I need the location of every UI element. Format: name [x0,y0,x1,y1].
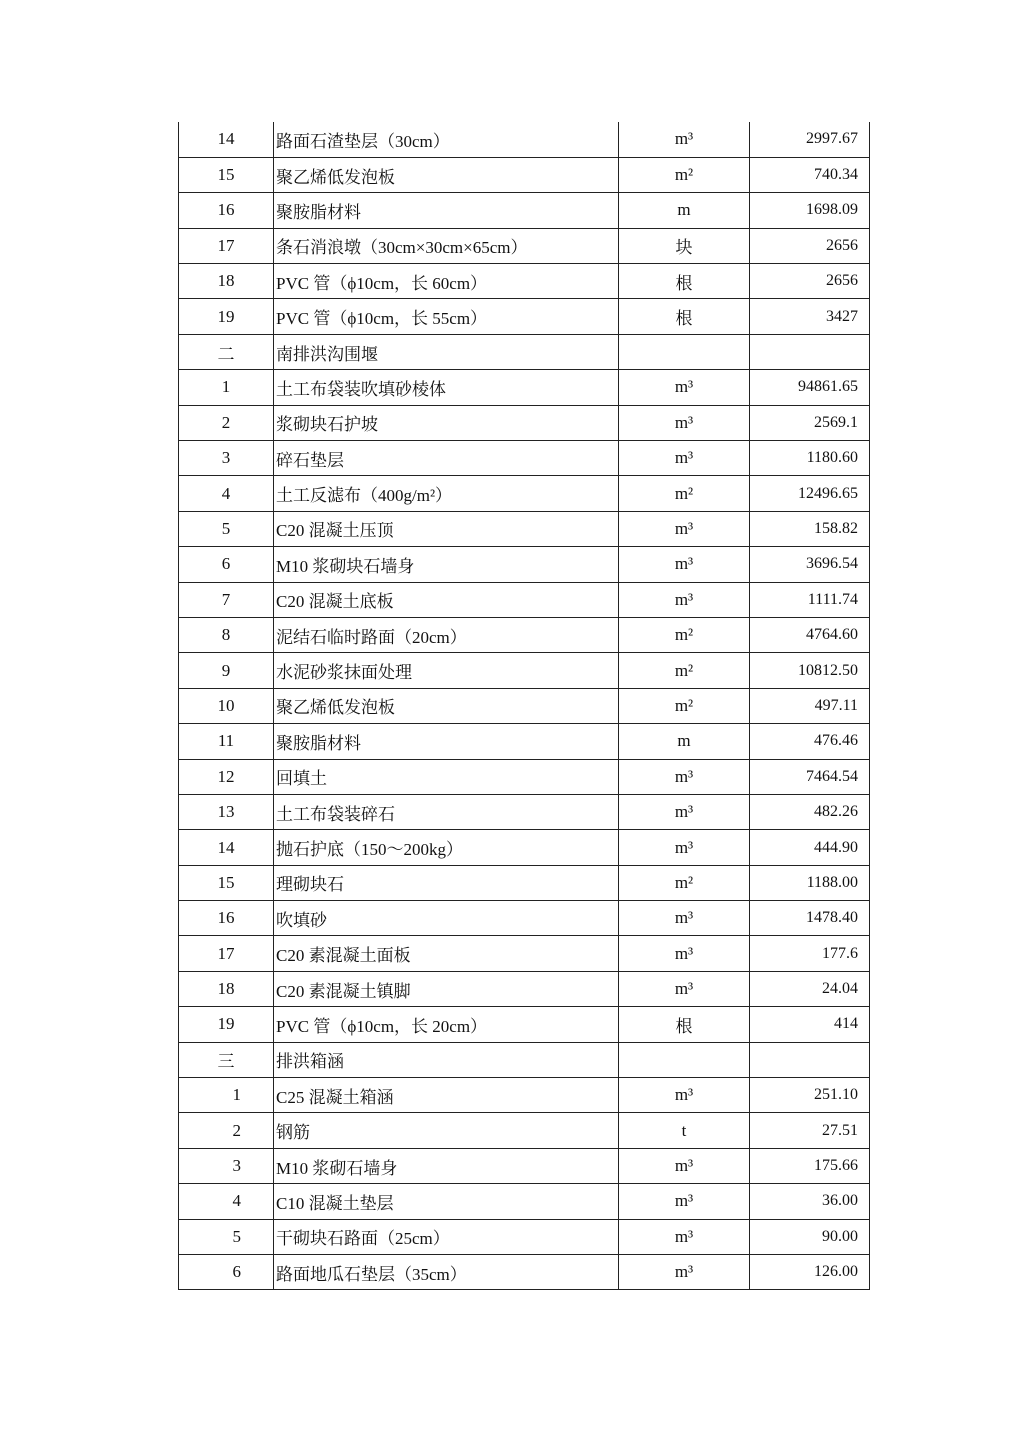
quantity-cell: 27.51 [750,1113,870,1148]
unit-cell: m² [619,688,750,723]
row-number-cell: 7 [179,582,274,617]
table-row [179,1148,870,1183]
quantity-cell: 7464.54 [750,759,870,794]
table-row [179,334,870,369]
quantity-cell: 175.66 [750,1148,870,1183]
item-name-cell: C20 素混凝土镇脚 [274,971,619,1006]
row-number-cell: 1 [179,370,274,405]
unit-cell: m³ [619,511,750,546]
table-row [179,901,870,936]
item-name-cell: 水泥砂浆抹面处理 [274,653,619,688]
table-row [179,1007,870,1042]
row-number-cell: 17 [179,936,274,971]
table-row [179,794,870,829]
row-number-cell: 9 [179,653,274,688]
item-name-cell: 南排洪沟围堰 [274,334,619,369]
quantity-cell: 1478.40 [750,901,870,936]
unit-cell: m³ [619,1255,750,1290]
table-row [179,122,870,157]
row-number-cell: 二 [179,334,274,369]
unit-cell: m² [619,865,750,900]
unit-cell: 根 [619,264,750,299]
row-number-cell: 19 [179,1007,274,1042]
row-number-cell: 3 [179,441,274,476]
unit-cell: t [619,1113,750,1148]
unit-cell: m³ [619,901,750,936]
quantity-cell: 2656 [750,228,870,263]
row-number-cell: 2 [179,405,274,440]
item-name-cell: 路面地瓜石垫层（35cm） [274,1255,619,1290]
item-name-cell: 回填土 [274,759,619,794]
quantity-cell: 1698.09 [750,193,870,228]
item-name-cell: PVC 管（ϕ10cm，长 55cm） [274,299,619,334]
unit-cell: m³ [619,759,750,794]
table-row [179,157,870,192]
table-row [179,865,870,900]
quantity-cell: 1111.74 [750,582,870,617]
unit-cell: m³ [619,122,750,157]
unit-cell: m³ [619,1219,750,1254]
unit-cell: m³ [619,582,750,617]
quantity-cell: 2569.1 [750,405,870,440]
table-row [179,193,870,228]
item-name-cell: 抛石护底（150～200kg） [274,830,619,865]
quantity-cell: 497.11 [750,688,870,723]
item-name-cell: C10 混凝土垫层 [274,1184,619,1219]
unit-cell: 根 [619,1007,750,1042]
table-row [179,582,870,617]
row-number-cell: 3 [179,1148,274,1183]
quantity-cell: 476.46 [750,724,870,759]
quantity-table-body [179,122,870,1290]
row-number-cell: 6 [179,547,274,582]
quantity-cell: 24.04 [750,971,870,1006]
table-row [179,688,870,723]
table-row [179,971,870,1006]
unit-cell: 块 [619,228,750,263]
row-number-cell: 15 [179,865,274,900]
row-number-cell: 15 [179,157,274,192]
quantity-cell: 3427 [750,299,870,334]
table-row [179,724,870,759]
row-number-cell: 18 [179,264,274,299]
table-row [179,1184,870,1219]
unit-cell: m [619,724,750,759]
unit-cell: m³ [619,1184,750,1219]
quantity-cell: 12496.65 [750,476,870,511]
item-name-cell: 土工布袋装吹填砂棱体 [274,370,619,405]
quantity-cell [750,334,870,369]
row-number-cell: 2 [179,1113,274,1148]
table-row [179,511,870,546]
item-name-cell: 排洪箱涵 [274,1042,619,1077]
quantity-cell: 90.00 [750,1219,870,1254]
table-row [179,264,870,299]
unit-cell: m³ [619,441,750,476]
quantity-cell: 414 [750,1007,870,1042]
item-name-cell: 聚乙烯低发泡板 [274,157,619,192]
table-row [179,547,870,582]
row-number-cell: 4 [179,1184,274,1219]
unit-cell: m² [619,476,750,511]
table-row [179,1255,870,1290]
item-name-cell: M10 浆砌石墙身 [274,1148,619,1183]
item-name-cell: C20 混凝土压顶 [274,511,619,546]
item-name-cell: 吹填砂 [274,901,619,936]
table-row [179,299,870,334]
item-name-cell: 干砌块石路面（25cm） [274,1219,619,1254]
table-row [179,441,870,476]
unit-cell: m³ [619,405,750,440]
table-row [179,830,870,865]
item-name-cell: PVC 管（ϕ10cm，长 60cm） [274,264,619,299]
item-name-cell: 路面石渣垫层（30cm） [274,122,619,157]
unit-cell: m³ [619,547,750,582]
row-number-cell: 11 [179,724,274,759]
table-row [179,405,870,440]
item-name-cell: 聚乙烯低发泡板 [274,688,619,723]
row-number-cell: 6 [179,1255,274,1290]
quantity-cell: 740.34 [750,157,870,192]
quantity-cell: 482.26 [750,794,870,829]
table-row [179,476,870,511]
table-row [179,653,870,688]
quantity-cell: 1188.00 [750,865,870,900]
quantity-table [178,122,870,1290]
item-name-cell: 碎石垫层 [274,441,619,476]
unit-cell [619,334,750,369]
unit-cell: m³ [619,936,750,971]
table-row [179,617,870,652]
row-number-cell: 14 [179,830,274,865]
item-name-cell: C25 混凝土箱涵 [274,1078,619,1113]
row-number-cell: 5 [179,1219,274,1254]
unit-cell: m [619,193,750,228]
row-number-cell: 8 [179,617,274,652]
row-number-cell: 18 [179,971,274,1006]
item-name-cell: 条石消浪墩（30cm×30cm×65cm） [274,228,619,263]
quantity-cell: 444.90 [750,830,870,865]
item-name-cell: 聚胺脂材料 [274,724,619,759]
table-row [179,370,870,405]
table-row [179,1113,870,1148]
item-name-cell: 聚胺脂材料 [274,193,619,228]
item-name-cell: 理砌块石 [274,865,619,900]
item-name-cell: M10 浆砌块石墙身 [274,547,619,582]
item-name-cell: 土工布袋装碎石 [274,794,619,829]
table-row [179,1042,870,1077]
row-number-cell: 5 [179,511,274,546]
row-number-cell: 14 [179,122,274,157]
item-name-cell: 浆砌块石护坡 [274,405,619,440]
row-number-cell: 13 [179,794,274,829]
unit-cell: m³ [619,370,750,405]
unit-cell [619,1042,750,1077]
unit-cell: m³ [619,794,750,829]
quantity-cell: 177.6 [750,936,870,971]
item-name-cell: 钢筋 [274,1113,619,1148]
quantity-cell: 36.00 [750,1184,870,1219]
item-name-cell: 泥结石临时路面（20cm） [274,617,619,652]
quantity-cell: 2997.67 [750,122,870,157]
unit-cell: 根 [619,299,750,334]
row-number-cell: 16 [179,193,274,228]
unit-cell: m² [619,617,750,652]
row-number-cell: 17 [179,228,274,263]
item-name-cell: C20 素混凝土面板 [274,936,619,971]
unit-cell: m² [619,653,750,688]
unit-cell: m³ [619,1148,750,1183]
row-number-cell: 12 [179,759,274,794]
quantity-cell: 94861.65 [750,370,870,405]
unit-cell: m³ [619,830,750,865]
row-number-cell: 三 [179,1042,274,1077]
row-number-cell: 4 [179,476,274,511]
row-number-cell: 10 [179,688,274,723]
quantity-cell: 4764.60 [750,617,870,652]
item-name-cell: C20 混凝土底板 [274,582,619,617]
quantity-cell: 10812.50 [750,653,870,688]
item-name-cell: PVC 管（ϕ10cm，长 20cm） [274,1007,619,1042]
unit-cell: m³ [619,971,750,1006]
quantity-cell: 1180.60 [750,441,870,476]
table-row [179,228,870,263]
quantity-cell: 3696.54 [750,547,870,582]
quantity-cell [750,1042,870,1077]
table-row [179,936,870,971]
table-row [179,1078,870,1113]
row-number-cell: 16 [179,901,274,936]
row-number-cell: 1 [179,1078,274,1113]
quantity-cell: 158.82 [750,511,870,546]
unit-cell: m² [619,157,750,192]
table-row [179,759,870,794]
item-name-cell: 土工反滤布（400g/m²） [274,476,619,511]
row-number-cell: 19 [179,299,274,334]
quantity-cell: 251.10 [750,1078,870,1113]
quantity-cell: 126.00 [750,1255,870,1290]
quantity-cell: 2656 [750,264,870,299]
unit-cell: m³ [619,1078,750,1113]
table-row [179,1219,870,1254]
